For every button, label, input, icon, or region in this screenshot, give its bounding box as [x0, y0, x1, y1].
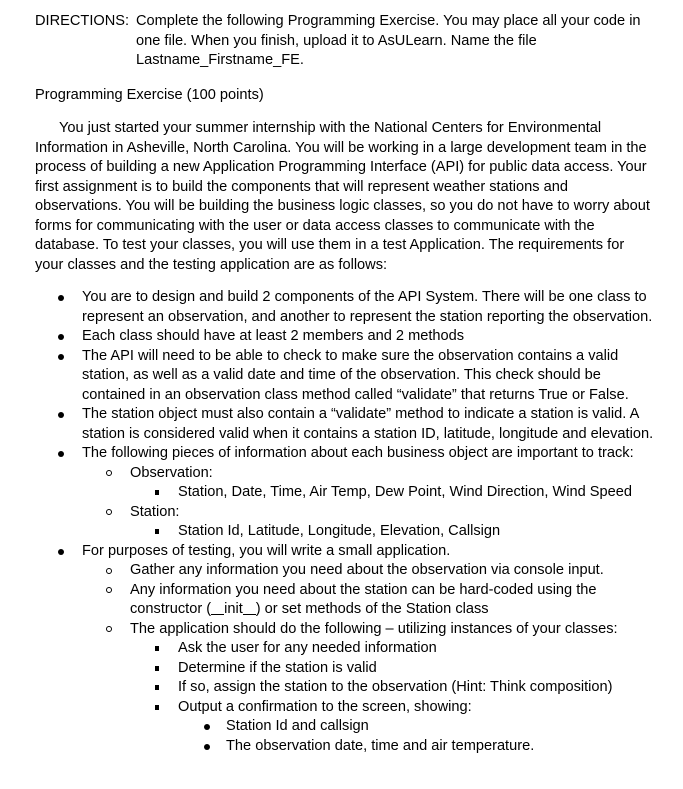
list-item: The application should do the following – utilizing instances of your classes: — [0, 620, 683, 640]
list-item: Station Id and callsign — [0, 717, 683, 737]
list-item: Station, Date, Time, Air Temp, Dew Point, Wind Direction, Wind Speed — [0, 483, 683, 503]
list-item: Determine if the station is valid — [0, 659, 683, 679]
directions-line: Complete the following Programming Exercise. You may place all your code in — [136, 13, 641, 29]
list-item: The station object must also contain a “validate” method to indicate a station is valid. A station is considered valid when it contains a station ID, latitude, longitude and elevation. — [0, 405, 683, 444]
bullet-icon — [58, 334, 64, 340]
hollow-bullet-icon — [106, 587, 112, 593]
intro-line: observations. You will be building the business logic classes, so you do not have to worry about — [35, 198, 650, 214]
list-item: Ask the user for any needed information — [0, 639, 683, 659]
directions-label: DIRECTIONS: — [35, 13, 130, 29]
list-item: Station: — [0, 503, 683, 523]
list-item: Output a confirmation to the screen, showing: — [0, 698, 683, 718]
square-bullet-icon — [155, 685, 159, 690]
list-item: The API will need to be able to check to make sure the observation contains a valid station, as well as a valid date and time of the observation. This check should be contained in an observation class method called “validate” that returns True or False. — [0, 347, 683, 406]
square-bullet-icon — [155, 490, 159, 495]
intro-line: your classes and the testing application are as follows: — [35, 256, 388, 273]
intro-line: database. To test your classes, you will use them in a test Application. The requirements for — [35, 237, 625, 253]
list-item: Observation: — [0, 464, 683, 484]
intro-line: first assignment is to build the components that will represent weather stations and — [35, 178, 568, 195]
list-item: Any information you need about the station can be hard-coded using the constructor ( init ) or set methods of the Station class — [0, 581, 683, 620]
list-item: The following pieces of information about each business object are important to track: — [0, 444, 683, 464]
list-item: For purposes of testing, you will write a small application. — [0, 542, 683, 562]
bullet-icon — [58, 549, 64, 555]
bullet-icon — [58, 354, 64, 360]
list-item: Gather any information you need about the observation via console input. — [0, 561, 683, 581]
square-bullet-icon — [155, 529, 159, 534]
square-bullet-icon — [155, 646, 159, 651]
intro-paragraph — [35, 119, 665, 275]
underscore-blank — [211, 601, 224, 615]
directions-line: one file. When you finish, upload it to AsULearn. Name the file — [136, 32, 537, 49]
underscore-blank — [243, 601, 256, 615]
bullet-icon — [204, 744, 210, 750]
intro-line: forms for communicating with the user or data access classes to communicate with the — [35, 217, 595, 234]
hollow-bullet-icon — [106, 626, 112, 632]
directions-block — [35, 12, 665, 71]
exercise-heading: Programming Exercise (100 points) — [35, 87, 264, 103]
bullet-icon — [204, 724, 210, 730]
square-bullet-icon — [155, 666, 159, 671]
hollow-bullet-icon — [106, 568, 112, 574]
requirements-list — [0, 288, 683, 756]
directions-line: Lastname_Firstname_FE. — [136, 52, 304, 68]
hollow-bullet-icon — [106, 509, 112, 515]
list-item: Each class should have at least 2 members and 2 methods — [0, 327, 683, 347]
hollow-bullet-icon — [106, 470, 112, 476]
list-item: Station Id, Latitude, Longitude, Elevation, Callsign — [0, 522, 683, 542]
list-item: If so, assign the station to the observation (Hint: Think composition) — [0, 678, 683, 698]
intro-line: Information in Asheville, North Carolina. You will be working in a large development team in the — [35, 139, 647, 156]
bullet-icon — [58, 451, 64, 457]
intro-line: You just started your summer internship with the National Centers for Environmental — [59, 120, 602, 136]
square-bullet-icon — [155, 705, 159, 710]
bullet-icon — [58, 412, 64, 418]
bullet-icon — [58, 295, 64, 301]
intro-line: process of building a new Application Programming Interface (API) for public data access. Your — [35, 159, 647, 175]
list-item: The observation date, time and air temperature. — [0, 737, 683, 757]
list-item: You are to design and build 2 components of the API System. There will be one class to represent an observation, and another to represent the station reporting the observation. — [0, 288, 683, 327]
